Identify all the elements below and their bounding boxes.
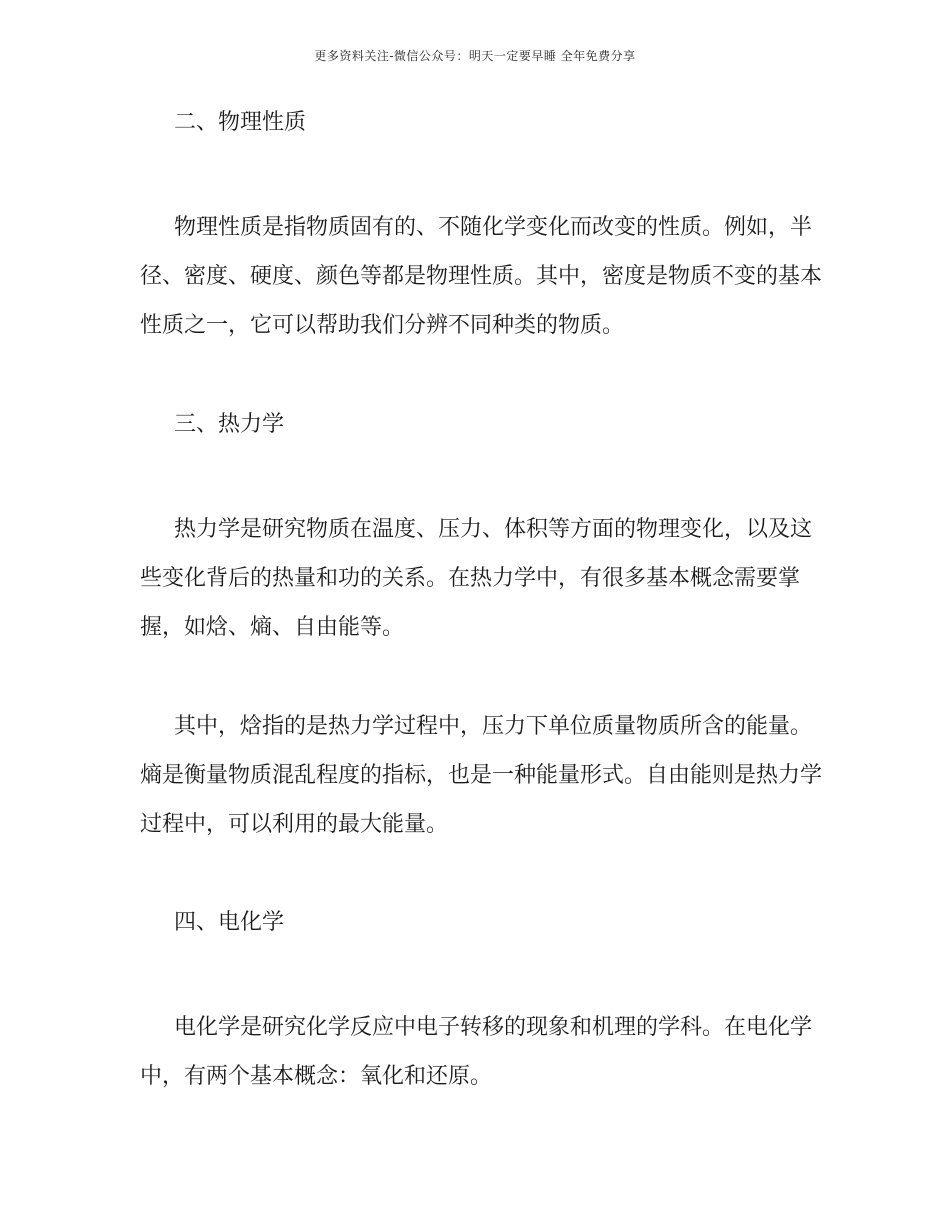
paragraph-thermodynamics-intro <box>140 505 830 652</box>
section-heading-electrochemistry <box>140 898 830 947</box>
paragraph-text: 物理性质是指物质固有的、不随化学变化而改变的性质。例如，半径、密度、硬度、颜色等都是物理性质。其中，密度是物质不变的基本性质之一，它可以帮助我们分辨不同种类的物质。 <box>140 215 823 338</box>
heading-text: 四、电化学 <box>174 910 285 935</box>
paragraph-electrochemistry <box>140 1003 830 1101</box>
heading-text: 三、热力学 <box>174 412 285 437</box>
paragraph-text: 电化学是研究化学反应中电子转移的现象和机理的学科。在电化学中，有两个基本概念：氧化和还原。 <box>140 1015 813 1089</box>
heading-text: 二、物理性质 <box>174 110 307 135</box>
paragraph-physical-properties <box>140 203 830 350</box>
paragraph-text: 其中，焓指的是热力学过程中，压力下单位质量物质所含的能量。熵是衡量物质混乱程度的指标，也是一种能量形式。自由能则是热力学过程中，可以利用的最大能量。 <box>140 714 823 837</box>
section-heading-physical-properties <box>140 98 830 147</box>
paragraph-thermodynamics-concepts <box>140 702 830 849</box>
paragraph-text: 热力学是研究物质在温度、压力、体积等方面的物理变化，以及这些变化背后的热量和功的关系。在热力学中，有很多基本概念需要掌握，如焓、熵、自由能等。 <box>140 517 813 640</box>
section-heading-thermodynamics <box>140 400 830 449</box>
page-header-note: 更多资料关注-微信公众号：明天一定要早睡 全年免费分享 <box>314 49 636 63</box>
